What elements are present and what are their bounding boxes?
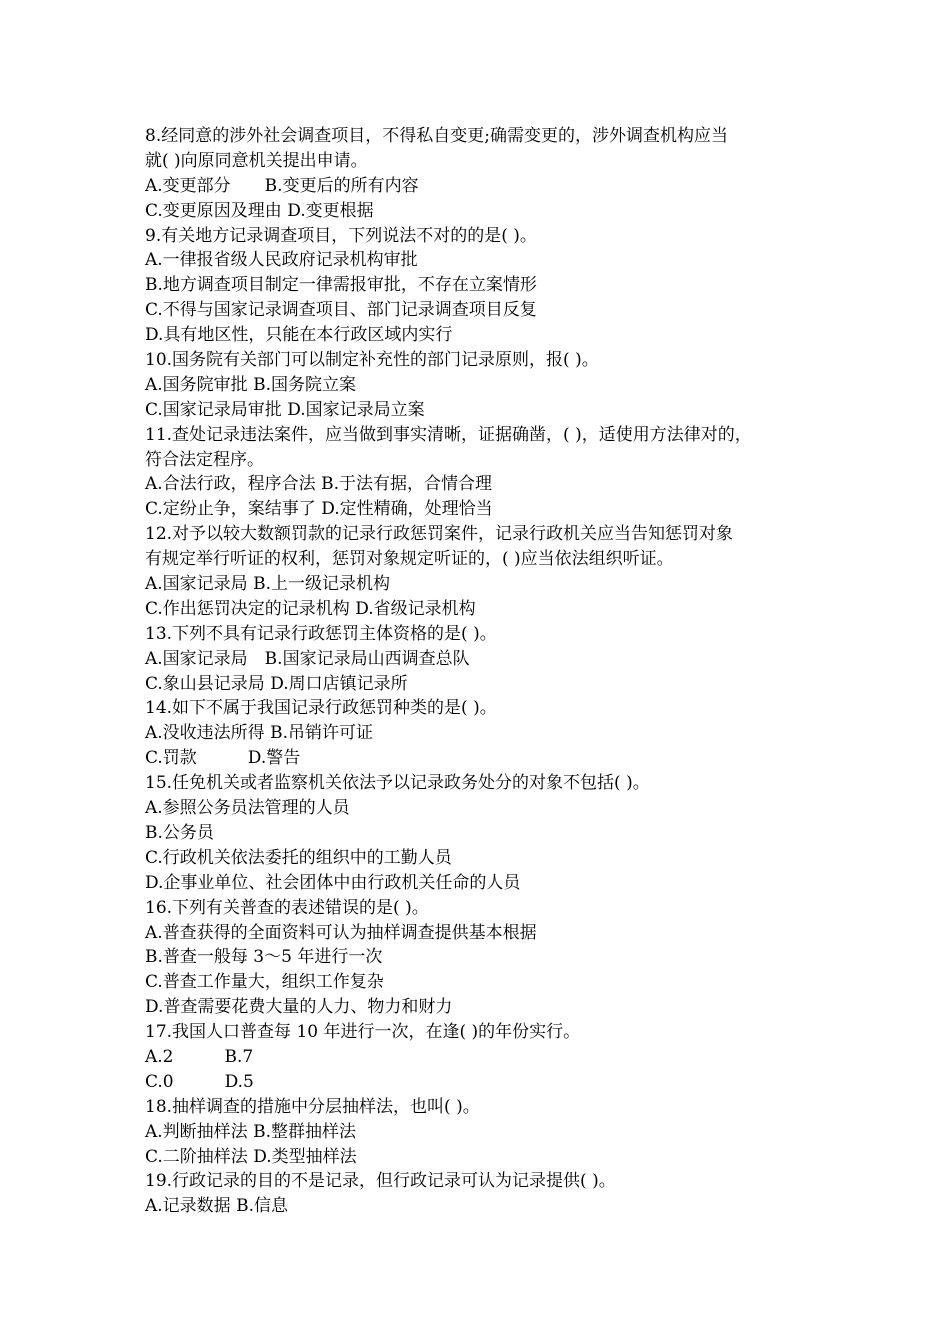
question-15-option-d: D.企事业单位、社会团体中由行政机关任命的人员 <box>145 872 521 893</box>
question-8-options-cd: C.变更原因及理由 D.变更根据 <box>145 200 374 221</box>
question-18-options-ab: A.判断抽样法 B.整群抽样法 <box>145 1121 356 1142</box>
question-11-options-cd: C.定纷止争，案结事了 D.定性精确，处理恰当 <box>145 499 493 520</box>
question-14-options-cd: C.罚款 D.警告 <box>145 748 301 769</box>
question-18-stem: 18.抽样调查的措施中分层抽样法，也叫( )。 <box>145 1096 480 1117</box>
question-10-options-ab: A.国务院审批 B.国务院立案 <box>145 374 356 395</box>
question-13-options-ab: A.国家记录局 B.国家记录局山西调查总队 <box>145 648 470 669</box>
question-12-stem-line-2: 有规定举行听证的权利，惩罚对象规定听证的，( )应当依法组织听证。 <box>145 549 674 570</box>
question-15-option-c: C.行政机关依法委托的组织中的工勤人员 <box>145 847 452 868</box>
question-11-stem-line-1: 11.查处记录违法案件，应当做到事实清晰，证据确凿，( )，适使用方法律对的， <box>145 424 752 445</box>
question-12-options-cd: C.作出惩罚决定的记录机构 D.省级记录机构 <box>145 598 476 619</box>
question-16-option-a: A.普查获得的全面资料可认为抽样调查提供基本根据 <box>145 922 537 943</box>
question-12-stem-line-1: 12.对予以较大数额罚款的记录行政惩罚案件，记录行政机关应当告知惩罚对象 <box>145 524 734 545</box>
question-16-option-c: C.普查工作量大，组织工作复杂 <box>145 972 384 993</box>
question-9-stem: 9.有关地方记录调查项目，下列说法不对的的是( )。 <box>145 225 537 246</box>
question-16-option-b: B.普查一般每 3～5 年进行一次 <box>145 947 383 968</box>
question-15-stem: 15.任免机关或者监察机关依法予以记录政务处分的对象不包括( )。 <box>145 773 650 794</box>
question-9-option-c: C.不得与国家记录调查项目、部门记录调查项目反复 <box>145 300 537 321</box>
question-8-stem-line-1: 8.经同意的涉外社会调查项目，不得私自变更;确需变更的，涉外调查机构应当 <box>145 126 728 146</box>
question-17-options-ab: A.2 B.7 <box>145 1046 254 1067</box>
document-body <box>145 124 815 1219</box>
question-9-option-b: B.地方调查项目制定一律需报审批，不存在立案情形 <box>145 275 537 296</box>
question-18-options-cd: C.二阶抽样法 D.类型抽样法 <box>145 1146 357 1167</box>
question-9-option-a: A.一律报省级人民政府记录机构审批 <box>145 250 418 271</box>
question-14-options-ab: A.没收违法所得 B.吊销许可证 <box>145 723 373 744</box>
question-19-stem: 19.行政记录的目的不是记录，但行政记录可认为记录提供( )。 <box>145 1171 616 1192</box>
question-10-stem: 10.国务院有关部门可以制定补充性的部门记录原则，报( )。 <box>145 350 599 371</box>
question-15-option-b: B.公务员 <box>145 822 214 843</box>
question-8-stem-line-2: 就( )向原同意机关提出申请。 <box>145 150 368 171</box>
question-15-option-a: A.参照公务员法管理的人员 <box>145 798 350 819</box>
question-14-stem: 14.如下不属于我国记录行政惩罚种类的是( )。 <box>145 698 497 719</box>
question-12-options-ab: A.国家记录局 B.上一级记录机构 <box>145 574 390 595</box>
question-17-stem: 17.我国人口普查每 10 年进行一次，在逢( )的年份实行。 <box>145 1022 581 1043</box>
question-9-option-d: D.具有地区性，只能在本行政区域内实行 <box>145 325 453 346</box>
question-10-options-cd: C.国家记录局审批 D.国家记录局立案 <box>145 399 425 420</box>
question-17-options-cd: C.0 D.5 <box>145 1071 254 1092</box>
question-11-stem-line-2: 符合法定程序。 <box>145 449 264 470</box>
question-19-options-ab: A.记录数据 B.信息 <box>145 1196 288 1217</box>
question-16-option-d: D.普查需要花费大量的人力、物力和财力 <box>145 997 453 1018</box>
question-16-stem: 16.下列有关普查的表述错误的是( )。 <box>145 897 429 918</box>
question-13-stem: 13.下列不具有记录行政惩罚主体资格的是( )。 <box>145 623 497 644</box>
question-13-options-cd: C.象山县记录局 D.周口店镇记录所 <box>145 673 408 694</box>
question-8-options-ab: A.变更部分 B.变更后的所有内容 <box>145 175 419 196</box>
question-11-options-ab: A.合法行政，程序合法 B.于法有据，合情合理 <box>145 474 492 495</box>
